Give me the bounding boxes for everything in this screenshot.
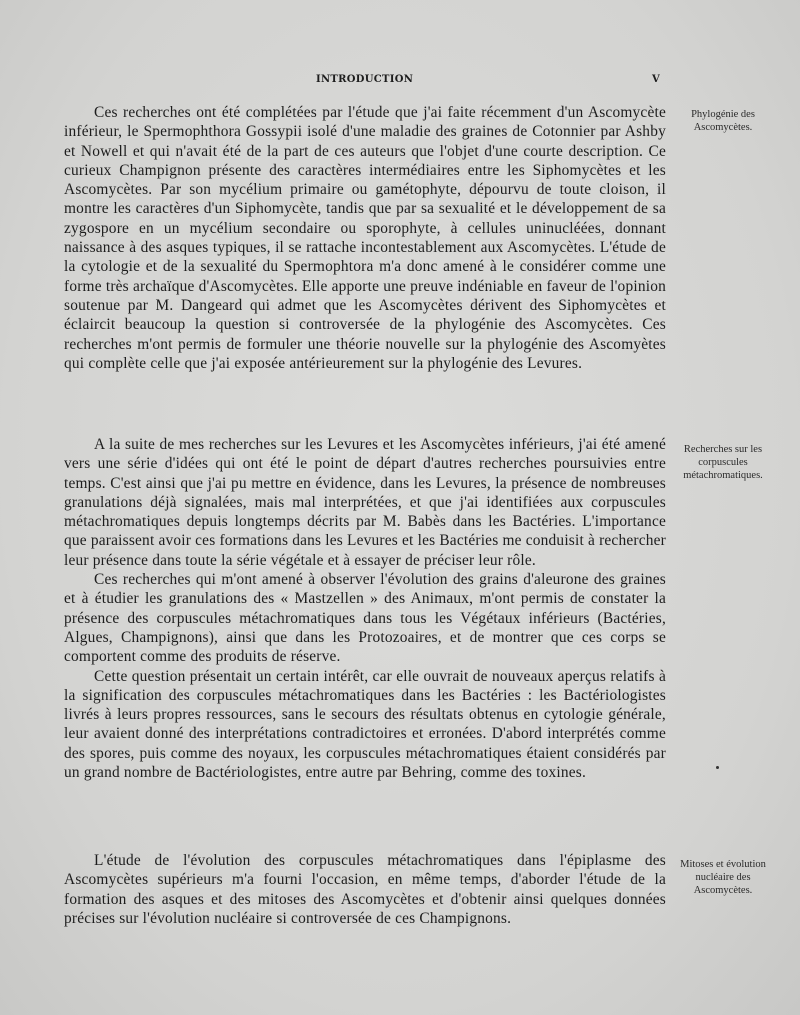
ink-speck [716, 766, 719, 769]
section-phylogeny [64, 103, 666, 373]
paragraph: Ces recherches qui m'ont amené à observer l'évolution des grains d'aleurone des graines et à étudier les granulations des « Mastzellen » des Animaux, m'ont permis de constater la présence des corpuscules métachromatiques dans tous les Végétaux inférieurs (Bactéries, Algues, Champignons), ainsi que dans les Protozoaires, et de montrer que ces corps se comportent comme des produits de réserve. [64, 571, 666, 666]
paragraph: Ces recherches ont été complétées par l'étude que j'ai faite récemment d'un Ascomycète inférieur, le Spermophthora Gossypii isolé d'une maladie des graines de Cotonnier par Ashby et Nowell et qui n'avait été de la part de ces auteurs que l'objet d'une courte description. Ce curieux Champignon présente des caractères intermédiaires entre les Siphomycètes et les Ascomycètes. Par son mycélium primaire ou gamétophyte, dépourvu de toute cloison, il montre les caractères d'un Siphomycète, tandis que par sa sexualité et le développement de sa zygospore en un mycélium secondaire ou sporophyte, à cellules uninucléées, donnant naissance à des asques typiques, il se rattache incontestablement aux Ascomycètes. L'étude de la cytologie et de la sexualité du Spermophtora m'a donc amené à le considérer comme une forme très archaïque d'Ascomycètes. Elle apporte une preuve indéniable en faveur de l'opinion soutenue par M. Dangeard qui admet que les Ascomycètes dérivent des Siphomycètes et éclaircit beaucoup la question si controversée de la phylogénie des Ascomycètes. Ces recherches m'ont permis de formuler une théorie nouvelle sur la phylogénie des Ascomyètes qui complète celle que j'ai exposée antérieurement sur la phylogénie des Levures. [64, 104, 666, 372]
margin-note-phylogeny: Phylogénie des Ascomycètes. [691, 109, 755, 133]
paragraph: A la suite de mes recherches sur les Levures et les Ascomycètes inférieurs, j'ai été amené vers une série d'idées qui ont été le point de départ d'autres recherches poursuivies entre temps. C'est ainsi que j'ai pu mettre en évidence, dans les Levures, la présence de nombreuses granulations déjà signalées, mais mal interprétées, et que j'ai identifiées aux corpuscules métachromatiques depuis longtemps décrits par M. Babès dans les Bactéries. L'importance que paraissent avoir ces formations dans les Levures et les Bactéries me conduisit à rechercher leur présence dans toute la série végétale et à essayer de préciser leur rôle. [64, 436, 666, 569]
section-mitoses [64, 851, 666, 928]
header-title: INTRODUCTION [316, 74, 414, 85]
page-number: V [651, 74, 660, 85]
paragraph: L'étude de l'évolution des corpuscules métachromatiques dans l'épiplasme des Ascomycètes supérieurs m'a fourni l'occasion, en même temps, d'aborder l'étude de la formation des asques et des mitoses des Ascomycètes et d'obtenir ainsi quelques données précises sur l'évolution nucléaire si controversée de ces Champignons. [64, 852, 666, 927]
margin-note-metachromatic: Recherches sur les corpuscules métachromatiques. [683, 444, 763, 481]
section-metachromatic [64, 435, 666, 782]
margin-note-mitoses: Mitoses et évolution nucléaire des Ascomycètes. [680, 859, 766, 896]
running-header [60, 74, 660, 90]
paragraph: Cette question présentait un certain intérêt, car elle ouvrait de nouveaux aperçus relatifs à la signification des corpuscules métachromatiques dans les Bactéries : les Bactériologistes livrés à leurs propres ressources, sans le secours des résultats obtenus en cytologie générale, leur avaient donné des interprétations contradictoires et erronées. D'abord interprétés comme des spores, puis comme des noyaux, les corpuscules métachromatiques étaient considérés par un grand nombre de Bactériologistes, entre autre par Behring, comme des toxines. [64, 667, 666, 782]
